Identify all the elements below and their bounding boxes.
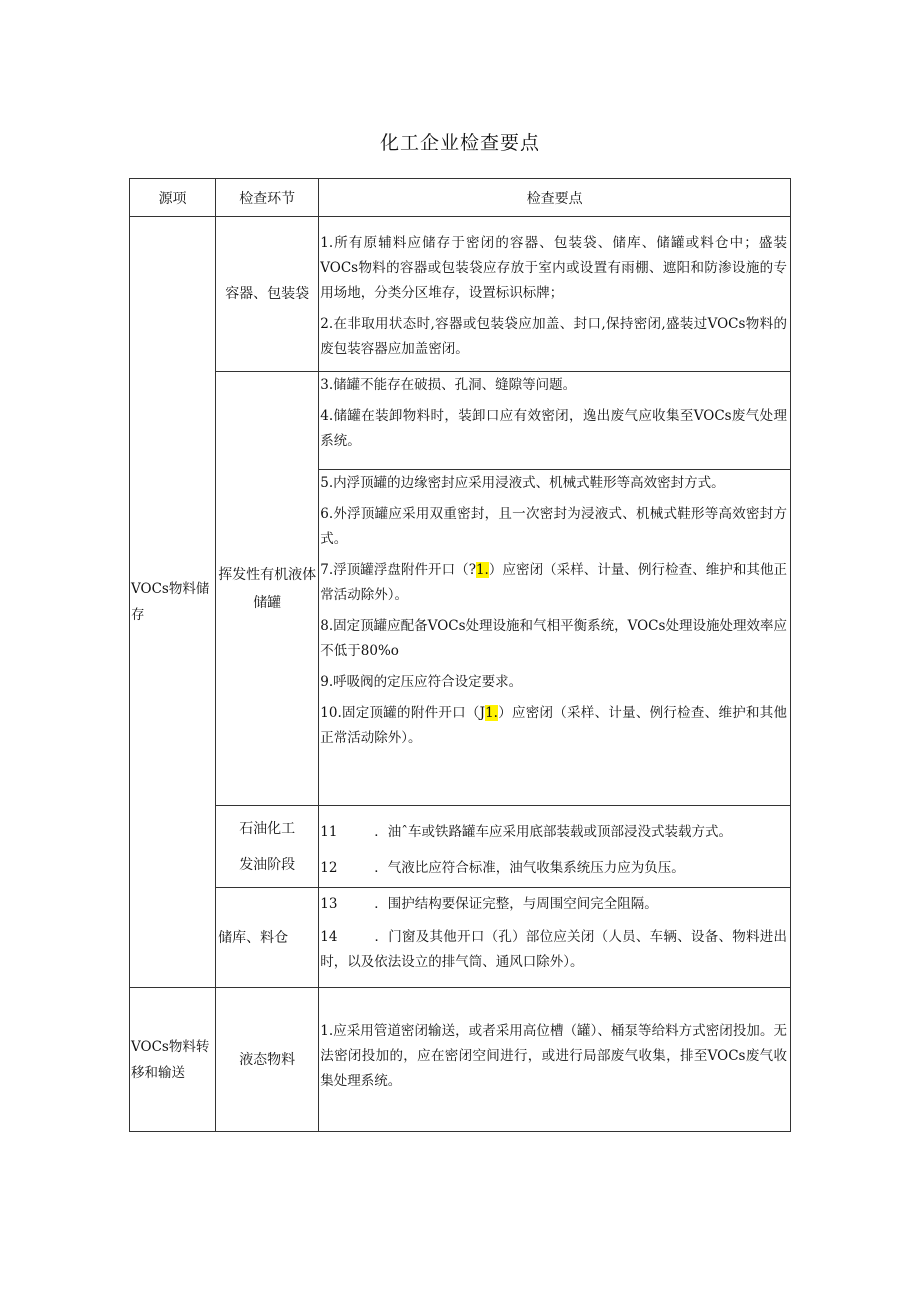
- check-point: 5.内浮顶罐的边缘密封应采用浸液式、机械式鞋形等高效密封方式。: [320, 475, 725, 491]
- check-point: 6.外浮顶罐应采用双重密封，且一次密封为浸液式、机械式鞋形等高效密封方式。: [320, 506, 787, 547]
- point-text: ．油ˆ车或铁路罐车应采用底部装载或顶部浸没式装载方式。: [374, 824, 733, 840]
- check-point: 9.呼吸阀的定压应符合设定要求。: [320, 674, 523, 690]
- check-point: [320, 558, 787, 608]
- step-line: 石油化工: [239, 820, 296, 837]
- check-point: 4.储罐在装卸物料时，装卸口应有效密闭，逸出废气应收集至VOCs废气处理系统。: [320, 408, 787, 449]
- header-source: 源项: [130, 179, 216, 217]
- points-cell: [319, 217, 791, 372]
- step-line: 发油阶段: [239, 856, 296, 873]
- point-text: 7.浮顶罐浮盘附件开口（?: [320, 562, 476, 578]
- step-cell: [216, 806, 319, 888]
- check-point: 1.所有原辅料应储存于密闭的容器、包装袋、储库、储罐或料仓中；盛装VOCs物料的容器或包装袋应存放于室内或设置有雨棚、遮阳和防渗设施的专用场地，分类分区堆存，设置标识标牌；: [320, 235, 787, 301]
- check-point: 8.固定顶罐应配备VOCs处理设施和气相平衡系统，VOCs处理设施处理效率应不低于80%o: [320, 618, 787, 659]
- header-step: 检查环节: [216, 179, 319, 217]
- check-point: [320, 925, 787, 975]
- point-number: 12: [320, 860, 338, 876]
- table-row: [130, 806, 791, 888]
- point-number: 14: [320, 929, 338, 945]
- highlighted-text: 1.: [475, 562, 489, 578]
- points-cell: [319, 888, 791, 988]
- check-point: 3.储罐不能存在破损、孔洞、缝隙等问题。: [320, 377, 577, 393]
- table-header-row: [130, 179, 791, 217]
- source-cell: VOCs物料储存: [130, 217, 216, 988]
- table-row: [130, 217, 791, 372]
- step-cell: 液态物料: [216, 988, 319, 1132]
- table-row: [130, 372, 791, 470]
- table-row: [130, 988, 791, 1132]
- check-point: 2.在非取用状态时,容器或包装袋应加盖、封口,保持密闭,盛装过VOCs物料的废包装容器应加盖密闭。: [320, 316, 787, 357]
- source-cell: VOCs物料转移和输送: [130, 988, 216, 1132]
- points-cell: [319, 988, 791, 1132]
- table-row: [130, 888, 791, 988]
- header-points: 检查要点: [319, 179, 791, 217]
- point-text: ）应密闭（采样、计量、例行检查、维护和其他正常活动除外）。: [320, 562, 788, 603]
- point-text: 10.固定顶罐的附件开口（J: [320, 705, 486, 721]
- points-cell: [319, 372, 791, 470]
- point-text: ．围护结构要保证完整，与周围空间完全阻隔。: [374, 896, 658, 912]
- point-number: 13: [320, 896, 338, 912]
- check-point: [320, 892, 787, 917]
- check-point: [320, 814, 787, 850]
- step-cell: 挥发性有机液体储罐: [216, 372, 319, 806]
- point-text: ．气液比应符合标准，油气收集系统压力应为负压。: [374, 860, 685, 876]
- point-text: ．门窗及其他开口（孔）部位应关闭（人员、车辆、设备、物料进出时，以及依法设立的排气筒、通风口除外）。: [320, 929, 787, 970]
- points-cell: [319, 470, 791, 806]
- check-point: [320, 701, 787, 751]
- check-point: 1.应采用管道密闭输送，或者采用高位槽（罐）、桶泵等给料方式密闭投加。无法密闭投加的，应在密闭空间进行，或进行局部废气收集，排至VOCs废气收集处理系统。: [320, 1023, 787, 1089]
- step-cell: 容器、包装袋: [216, 217, 319, 372]
- highlighted-text: 1.: [485, 705, 498, 721]
- point-number: 11: [320, 824, 338, 840]
- step-cell: 储库、料仓: [216, 888, 319, 988]
- points-cell: [319, 806, 791, 888]
- check-point: [320, 850, 787, 886]
- inspection-table: [129, 178, 791, 1132]
- page-title: 化工企业检查要点: [379, 132, 540, 154]
- point-text: ）应密闭（采样、计量、例行检查、维护和其他正常活动除外）。: [320, 705, 787, 746]
